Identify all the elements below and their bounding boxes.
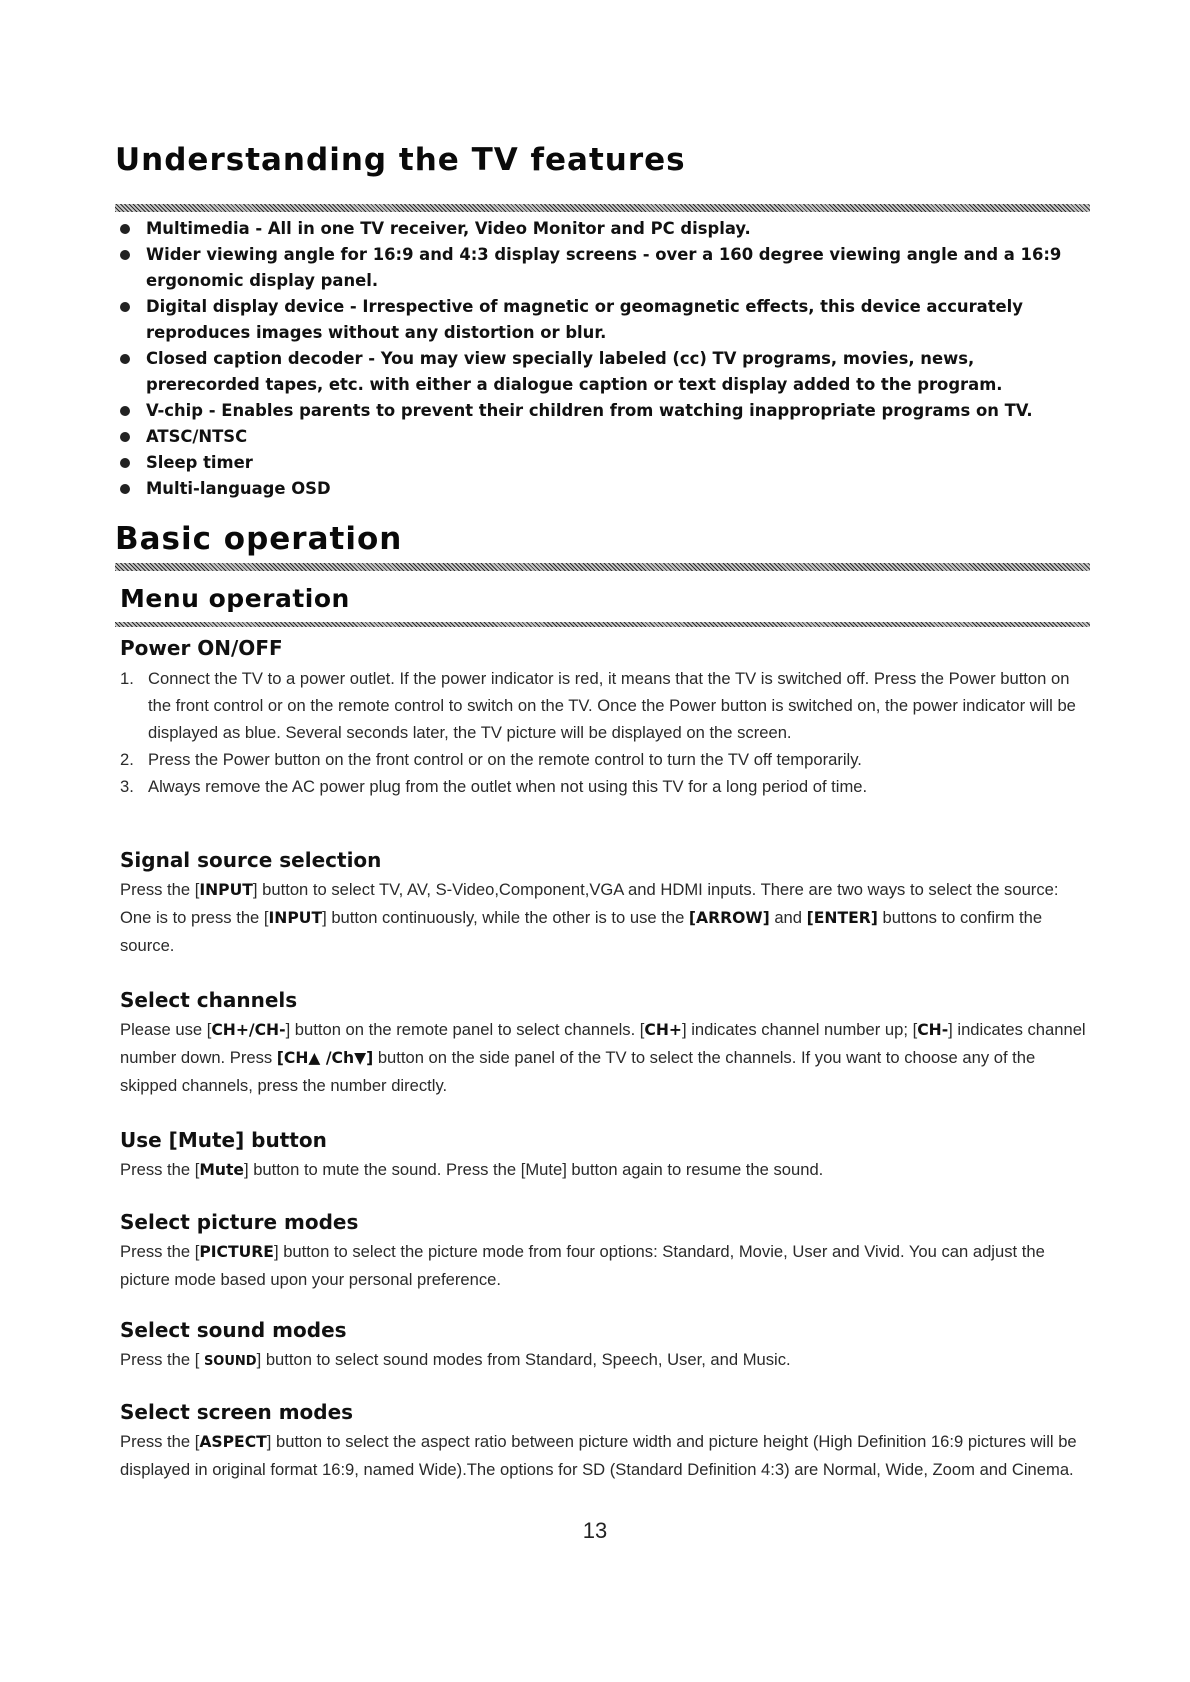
heading-screen: Select screen modes [120, 1400, 354, 1424]
heading-channels: Select channels [120, 988, 298, 1012]
key-label: [CH▲ /Ch▼] [276, 1049, 374, 1067]
feature-name: Multi-language OSD [146, 479, 331, 498]
text: ] button to select sound modes from Standard, Speech, User, and Music. [256, 1350, 791, 1369]
sound-paragraph [120, 1346, 1090, 1375]
step-number: 3. [120, 777, 134, 796]
feature-desc: Enables parents to prevent their children from watching inappropriate programs on TV. [221, 401, 1033, 420]
list-item [118, 398, 1078, 424]
step-text: Always remove the AC power plug from the outlet when not using this TV for a long period of time. [148, 777, 868, 796]
heading-mute: Use [Mute] button [120, 1128, 327, 1152]
text: buttons to confirm the source. [120, 908, 1043, 955]
key-label: SOUND [203, 1354, 257, 1369]
heading-signal: Signal source selection [120, 848, 382, 872]
list-item [118, 424, 1078, 450]
text: and [769, 908, 807, 927]
key-label: INPUT [199, 881, 253, 899]
channels-paragraph [120, 1016, 1090, 1099]
step-number: 2. [120, 750, 134, 769]
heading-power: Power ON/OFF [120, 636, 283, 660]
signal-paragraph [120, 876, 1090, 959]
feature-name: Wider viewing angle for 16:9 and 4:3 display screens - [146, 245, 656, 264]
list-item [118, 346, 1078, 398]
list-item [118, 294, 1078, 346]
text: Press the [ [120, 1432, 200, 1451]
key-label: CH+ [644, 1021, 682, 1039]
feature-list [118, 216, 1078, 502]
feature-desc: You may view specially labeled (cc) TV programs, movies, news, prerecorded tapes, etc. with either a dialogue caption or text display added to the program. [146, 349, 1003, 394]
heading-sound: Select sound modes [120, 1318, 347, 1342]
list-item [120, 665, 1090, 746]
bullet-icon [120, 224, 130, 234]
mute-paragraph [120, 1156, 1090, 1184]
text: Press the [ [120, 1242, 200, 1261]
list-item [118, 450, 1078, 476]
key-label: ASPECT [199, 1433, 267, 1451]
text: button on the side panel of the TV to select the channels. If you want to choose any of the skipped channels, press the number directly. [120, 1048, 1036, 1095]
feature-name: Multimedia - [146, 219, 268, 238]
feature-name: V-chip - [146, 401, 222, 420]
feature-desc: All in one TV receiver, Video Monitor and PC display. [267, 219, 751, 238]
subsection-title-menu-operation: Menu operation [120, 584, 350, 613]
text: Press the [ [120, 1350, 204, 1369]
text: ] button continuously, while the other is to use the [322, 908, 689, 927]
bullet-icon [120, 302, 130, 312]
section-title-basic-operation: Basic operation [115, 521, 403, 557]
key-label: Mute [199, 1161, 244, 1179]
list-item [118, 476, 1078, 502]
text: Please use [ [120, 1020, 212, 1039]
section-title-features: Understanding the TV features [115, 142, 686, 178]
feature-desc: Irrespective of magnetic or geomagnetic effects, this device accurately reproduces images without any distortion or blur. [146, 297, 1023, 342]
feature-name: ATSC/NTSC [146, 427, 248, 446]
key-label: PICTURE [199, 1243, 274, 1261]
step-text: Press the Power button on the front control or on the remote control to turn the TV off temporarily. [148, 750, 862, 769]
text: ] indicates channel number down. Press [120, 1020, 1086, 1067]
bullet-icon [120, 406, 130, 416]
key-label: [ARROW] [688, 909, 770, 927]
bullet-icon [120, 458, 130, 468]
text: ] indicates channel number up; [ [681, 1020, 918, 1039]
feature-name: Closed caption decoder - [146, 349, 381, 368]
feature-desc: over a 160 degree viewing angle and a 16:9 ergonomic display panel. [146, 245, 1062, 290]
heading-picture: Select picture modes [120, 1210, 359, 1234]
feature-name: Sleep timer [146, 453, 253, 472]
subsection-divider [115, 622, 1090, 627]
section-divider [115, 563, 1090, 571]
text: ] button to select TV, AV, S-Video,Component,VGA and HDMI inputs. There are two ways to select the source: One is to press the [ [120, 880, 1059, 927]
text: ] button on the remote panel to select channels. [ [285, 1020, 645, 1039]
feature-name: Digital display device - [146, 297, 363, 316]
power-steps [120, 665, 1090, 800]
text: Press the [ [120, 1160, 200, 1179]
text: Press the [ [120, 880, 200, 899]
list-item [120, 746, 1090, 773]
key-label: INPUT [268, 909, 323, 927]
text: ] button to mute the sound. Press the [Mute] button again to resume the sound. [243, 1160, 824, 1179]
bullet-icon [120, 432, 130, 442]
section-divider [115, 204, 1090, 212]
key-label: CH- [917, 1021, 949, 1039]
bullet-icon [120, 250, 130, 260]
bullet-icon [120, 484, 130, 494]
list-item [120, 773, 1090, 800]
key-label: CH+/CH- [211, 1021, 286, 1039]
screen-paragraph [120, 1428, 1090, 1483]
key-label: [ENTER] [806, 909, 878, 927]
step-text: Connect the TV to a power outlet. If the power indicator is red, it means that the TV is switched off. Press the Power button on the front control or on the remote control to switch on the TV. Once the Power button is switched on, the power indicator will be displayed as blue. Several seconds later, the TV picture will be displayed on the screen. [148, 669, 1076, 742]
text: ] button to select the picture mode from four options: Standard, Movie, User and Vivid. You can adjust the picture mode based upon your personal preference. [120, 1242, 1045, 1289]
picture-paragraph [120, 1238, 1090, 1293]
step-number: 1. [120, 669, 134, 688]
list-item [118, 242, 1078, 294]
text: ] button to select the aspect ratio between picture width and picture height (High Definition 16:9 pictures will be displayed in original format 16:9, named Wide).The options for SD (Standard Definition 4:3) are Normal, Wide, Zoom and Cinema. [120, 1432, 1077, 1479]
bullet-icon [120, 354, 130, 364]
list-item [118, 216, 1078, 242]
page-number: 13 [582, 1518, 608, 1543]
